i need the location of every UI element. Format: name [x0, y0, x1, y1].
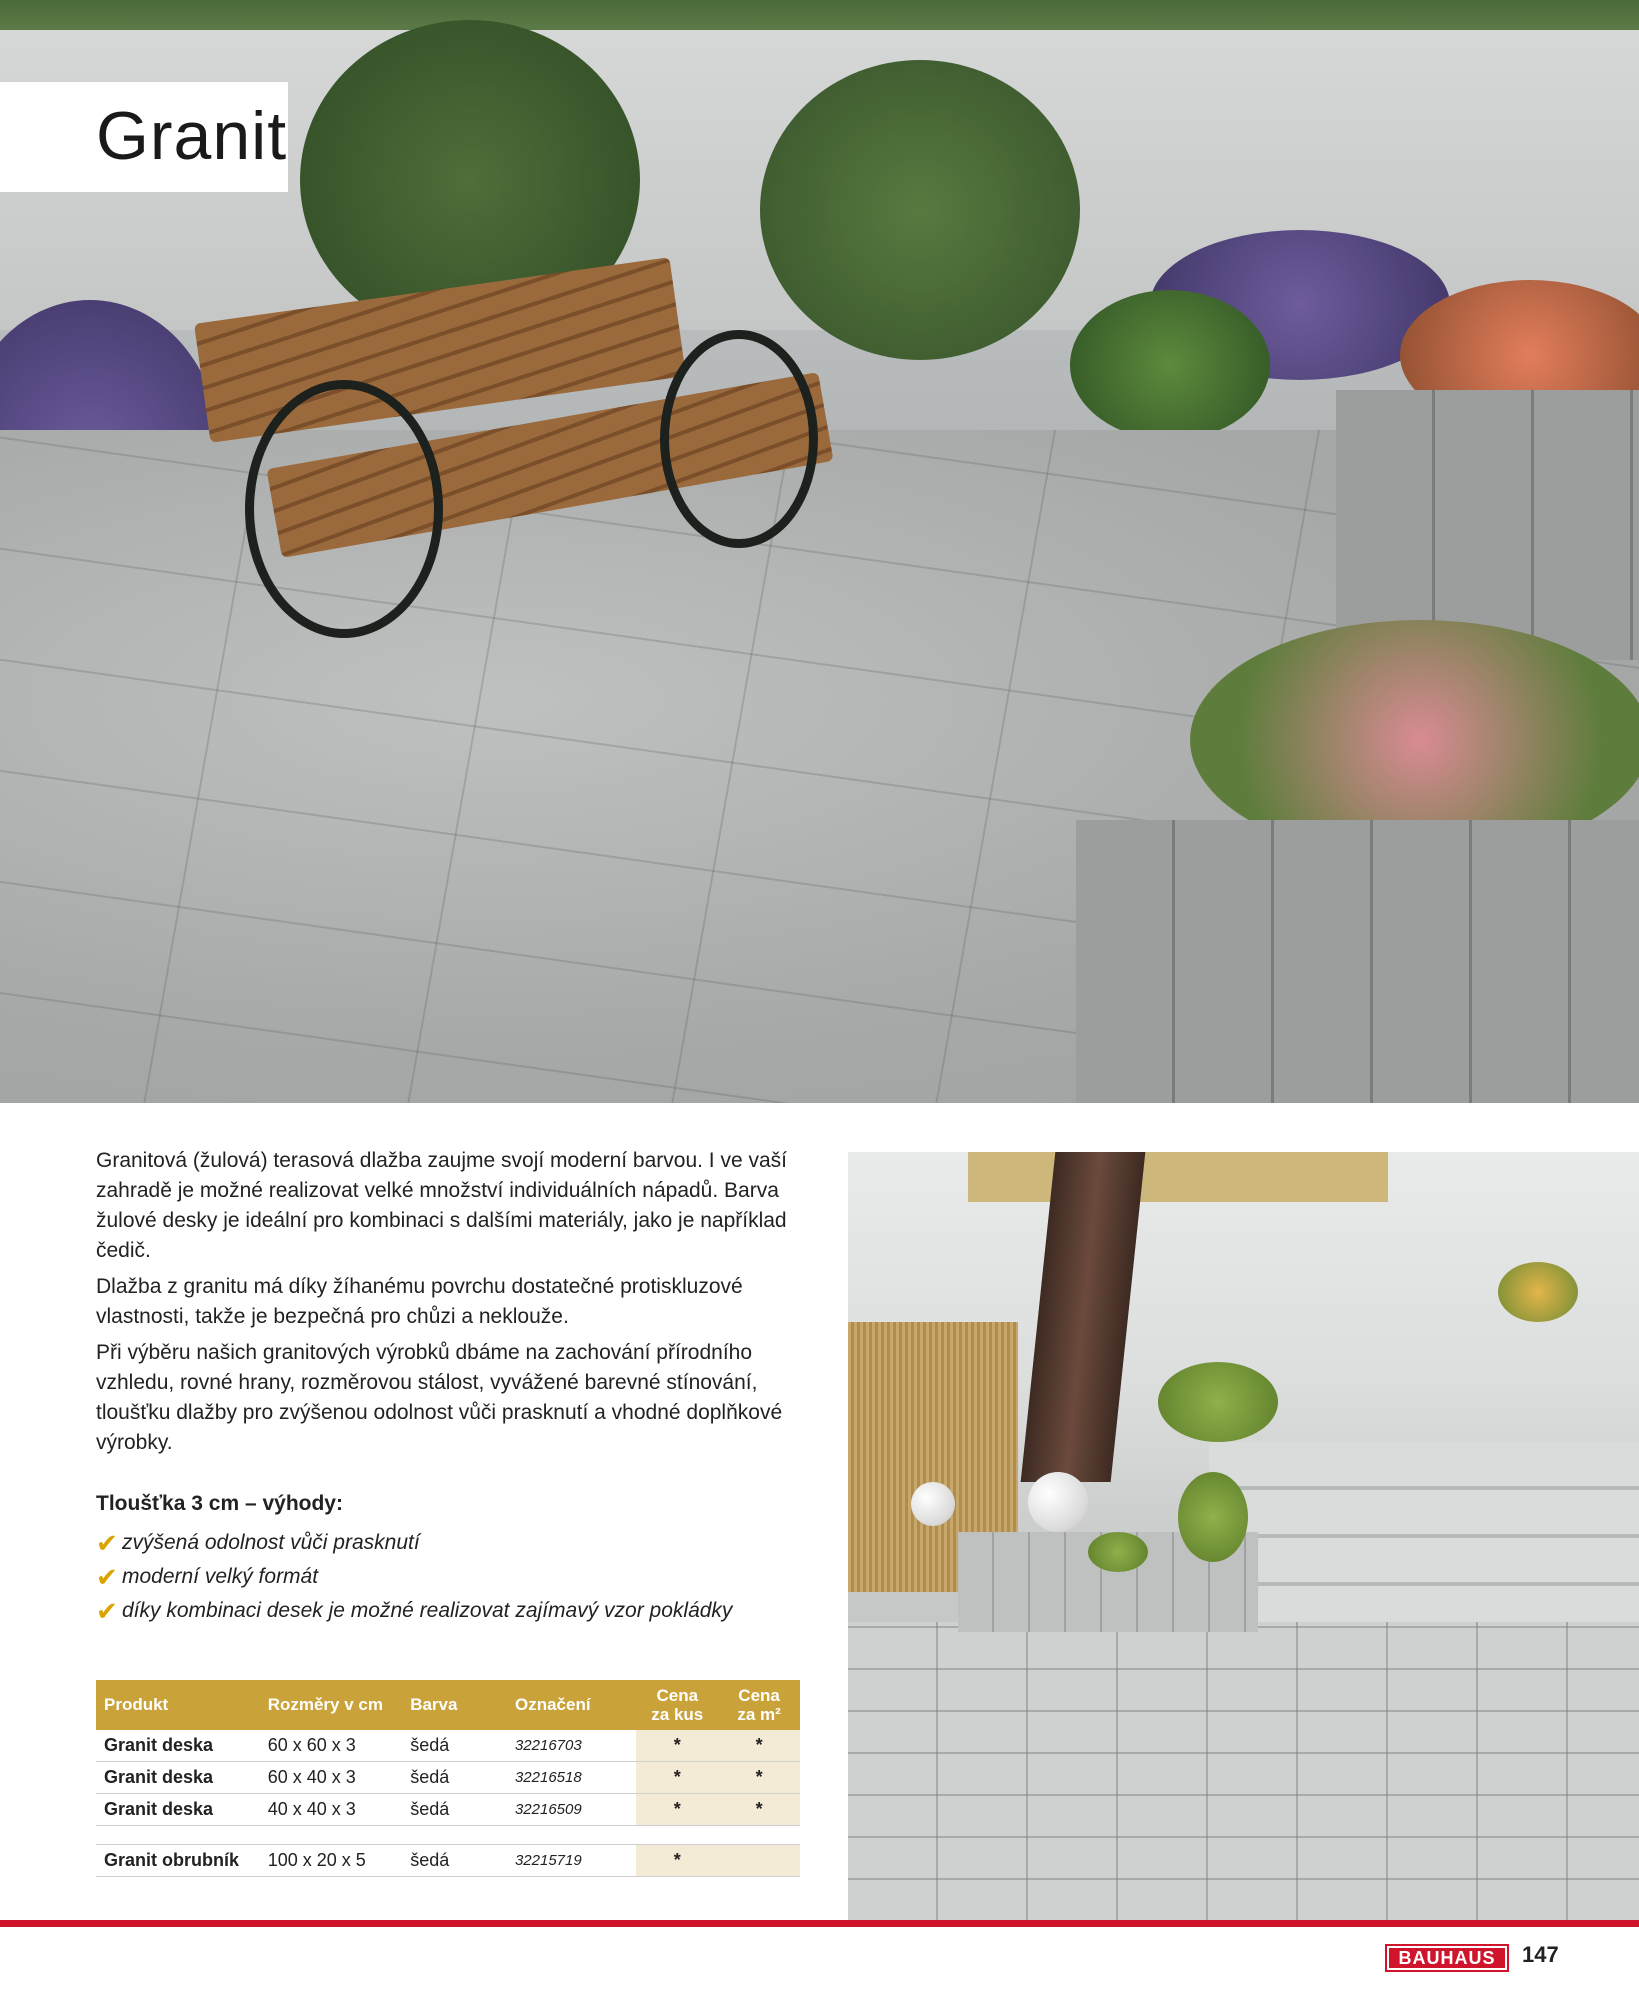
photo-granite-steps-terrace [848, 1152, 1639, 1920]
cell-price-piece: * [636, 1794, 718, 1826]
spacer-cell [96, 1826, 260, 1845]
page-number: 147 [1522, 1942, 1559, 1967]
cell-dimensions: 40 x 40 x 3 [260, 1794, 402, 1826]
spacer-cell [402, 1826, 507, 1845]
shrub [760, 60, 1080, 360]
table-header-row [96, 1680, 800, 1730]
check-icon: ✔ [96, 1596, 118, 1626]
header-code: Označení [507, 1680, 636, 1730]
cell-price-m2: * [718, 1762, 800, 1794]
benefit-text: díky kombinaci desek je možné realizovat zajímavý vzor pokládky [122, 1599, 733, 1622]
cell-color: šedá [402, 1762, 507, 1794]
table-row [96, 1762, 800, 1794]
description-paragraph: Dlažba z granitu má díky žíhanému povrchu dostatečné protiskluzové vlastnosti, takže je bezpečná pro chůzi a neklouže. [96, 1275, 743, 1328]
description-paragraph: Při výběru našich granitových výrobků dbáme na zachování přírodního vzhledu, rovné hrany, rozměrovou stálost, vyvážené barevné stínování, tloušťku dlažby pro zvýšenou odolnost vůči prasknutí a vhodné doplňkové výrobky. [96, 1341, 783, 1454]
cell-color: šedá [402, 1730, 507, 1762]
bench-leg [245, 380, 443, 638]
granite-planter [1076, 820, 1639, 1103]
header-price-piece-line1: Cena [656, 1686, 699, 1705]
cell-price-piece: * [636, 1730, 718, 1762]
cell-product: Granit deska [96, 1730, 260, 1762]
spacer-cell [636, 1826, 718, 1845]
header-dimensions: Rozměry v cm [260, 1680, 402, 1730]
bench-leg [660, 330, 818, 548]
cell-code: 32216518 [507, 1762, 636, 1794]
benefit-item [96, 1594, 732, 1628]
garden-light-ball [911, 1482, 955, 1526]
table-spacer-row [96, 1826, 800, 1845]
bauhaus-logo: BAUHAUS [1385, 1944, 1509, 1972]
shrub [1070, 290, 1270, 440]
check-icon: ✔ [96, 1528, 118, 1558]
benefits-title: Tloušťka 3 cm – výhody: [96, 1492, 343, 1515]
granite-planter [1336, 390, 1639, 660]
cell-product: Granit deska [96, 1762, 260, 1794]
cell-dimensions: 60 x 60 x 3 [260, 1730, 402, 1762]
cell-code: 32215719 [507, 1845, 636, 1877]
cell-code: 32216703 [507, 1730, 636, 1762]
cell-color: šedá [402, 1794, 507, 1826]
description [96, 1146, 816, 1464]
cell-product: Granit deska [96, 1794, 260, 1826]
cell-code: 32216509 [507, 1794, 636, 1826]
cell-price-piece: * [636, 1845, 718, 1877]
cell-product: Granit obrubník [96, 1845, 260, 1877]
plant [1088, 1532, 1148, 1572]
benefits-list [96, 1526, 732, 1628]
benefit-item [96, 1526, 732, 1560]
table-row [96, 1794, 800, 1826]
header-price-piece [636, 1680, 718, 1730]
header-price-piece-line2: za kus [651, 1705, 704, 1724]
spacer-cell [260, 1826, 402, 1845]
cell-dimensions: 60 x 40 x 3 [260, 1762, 402, 1794]
plant [1158, 1362, 1278, 1442]
spacer-cell [718, 1826, 800, 1845]
product-table [96, 1680, 800, 1877]
description-paragraph: Granitová (žulová) terasová dlažba zaujme svojí moderní barvou. I ve vaší zahradě je možné realizovat velké množství individuálních nápadů. Barva žulové desky je ideální pro kombinaci s dalšími materiály, jako je například čedič. [96, 1149, 787, 1262]
footer-rule [0, 1920, 1639, 1927]
spacer-cell [507, 1826, 636, 1845]
garden-light-ball [1028, 1472, 1088, 1532]
table-row [96, 1845, 800, 1877]
plant [1178, 1472, 1248, 1562]
cell-price-m2: * [718, 1794, 800, 1826]
flower-pot-plant [1498, 1262, 1578, 1322]
header-price-m2-line1: Cena [738, 1686, 780, 1705]
table-row [96, 1730, 800, 1762]
pergola-canopy [968, 1152, 1388, 1202]
benefit-item [96, 1560, 732, 1594]
header-color: Barva [402, 1680, 507, 1730]
cell-price-m2: * [718, 1730, 800, 1762]
cell-price-piece: * [636, 1762, 718, 1794]
cell-dimensions: 100 x 20 x 5 [260, 1845, 402, 1877]
check-icon: ✔ [96, 1562, 118, 1592]
cell-color: šedá [402, 1845, 507, 1877]
cell-price-m2 [718, 1845, 800, 1877]
page-title: Granit [96, 98, 288, 174]
header-price-m2 [718, 1680, 800, 1730]
header-price-m2-line2: za m² [737, 1705, 781, 1724]
benefit-text: zvýšená odolnost vůči prasknutí [122, 1531, 420, 1554]
benefit-text: moderní velký formát [122, 1565, 319, 1588]
header-product: Produkt [96, 1680, 260, 1730]
granite-tiles [848, 1622, 1639, 1920]
